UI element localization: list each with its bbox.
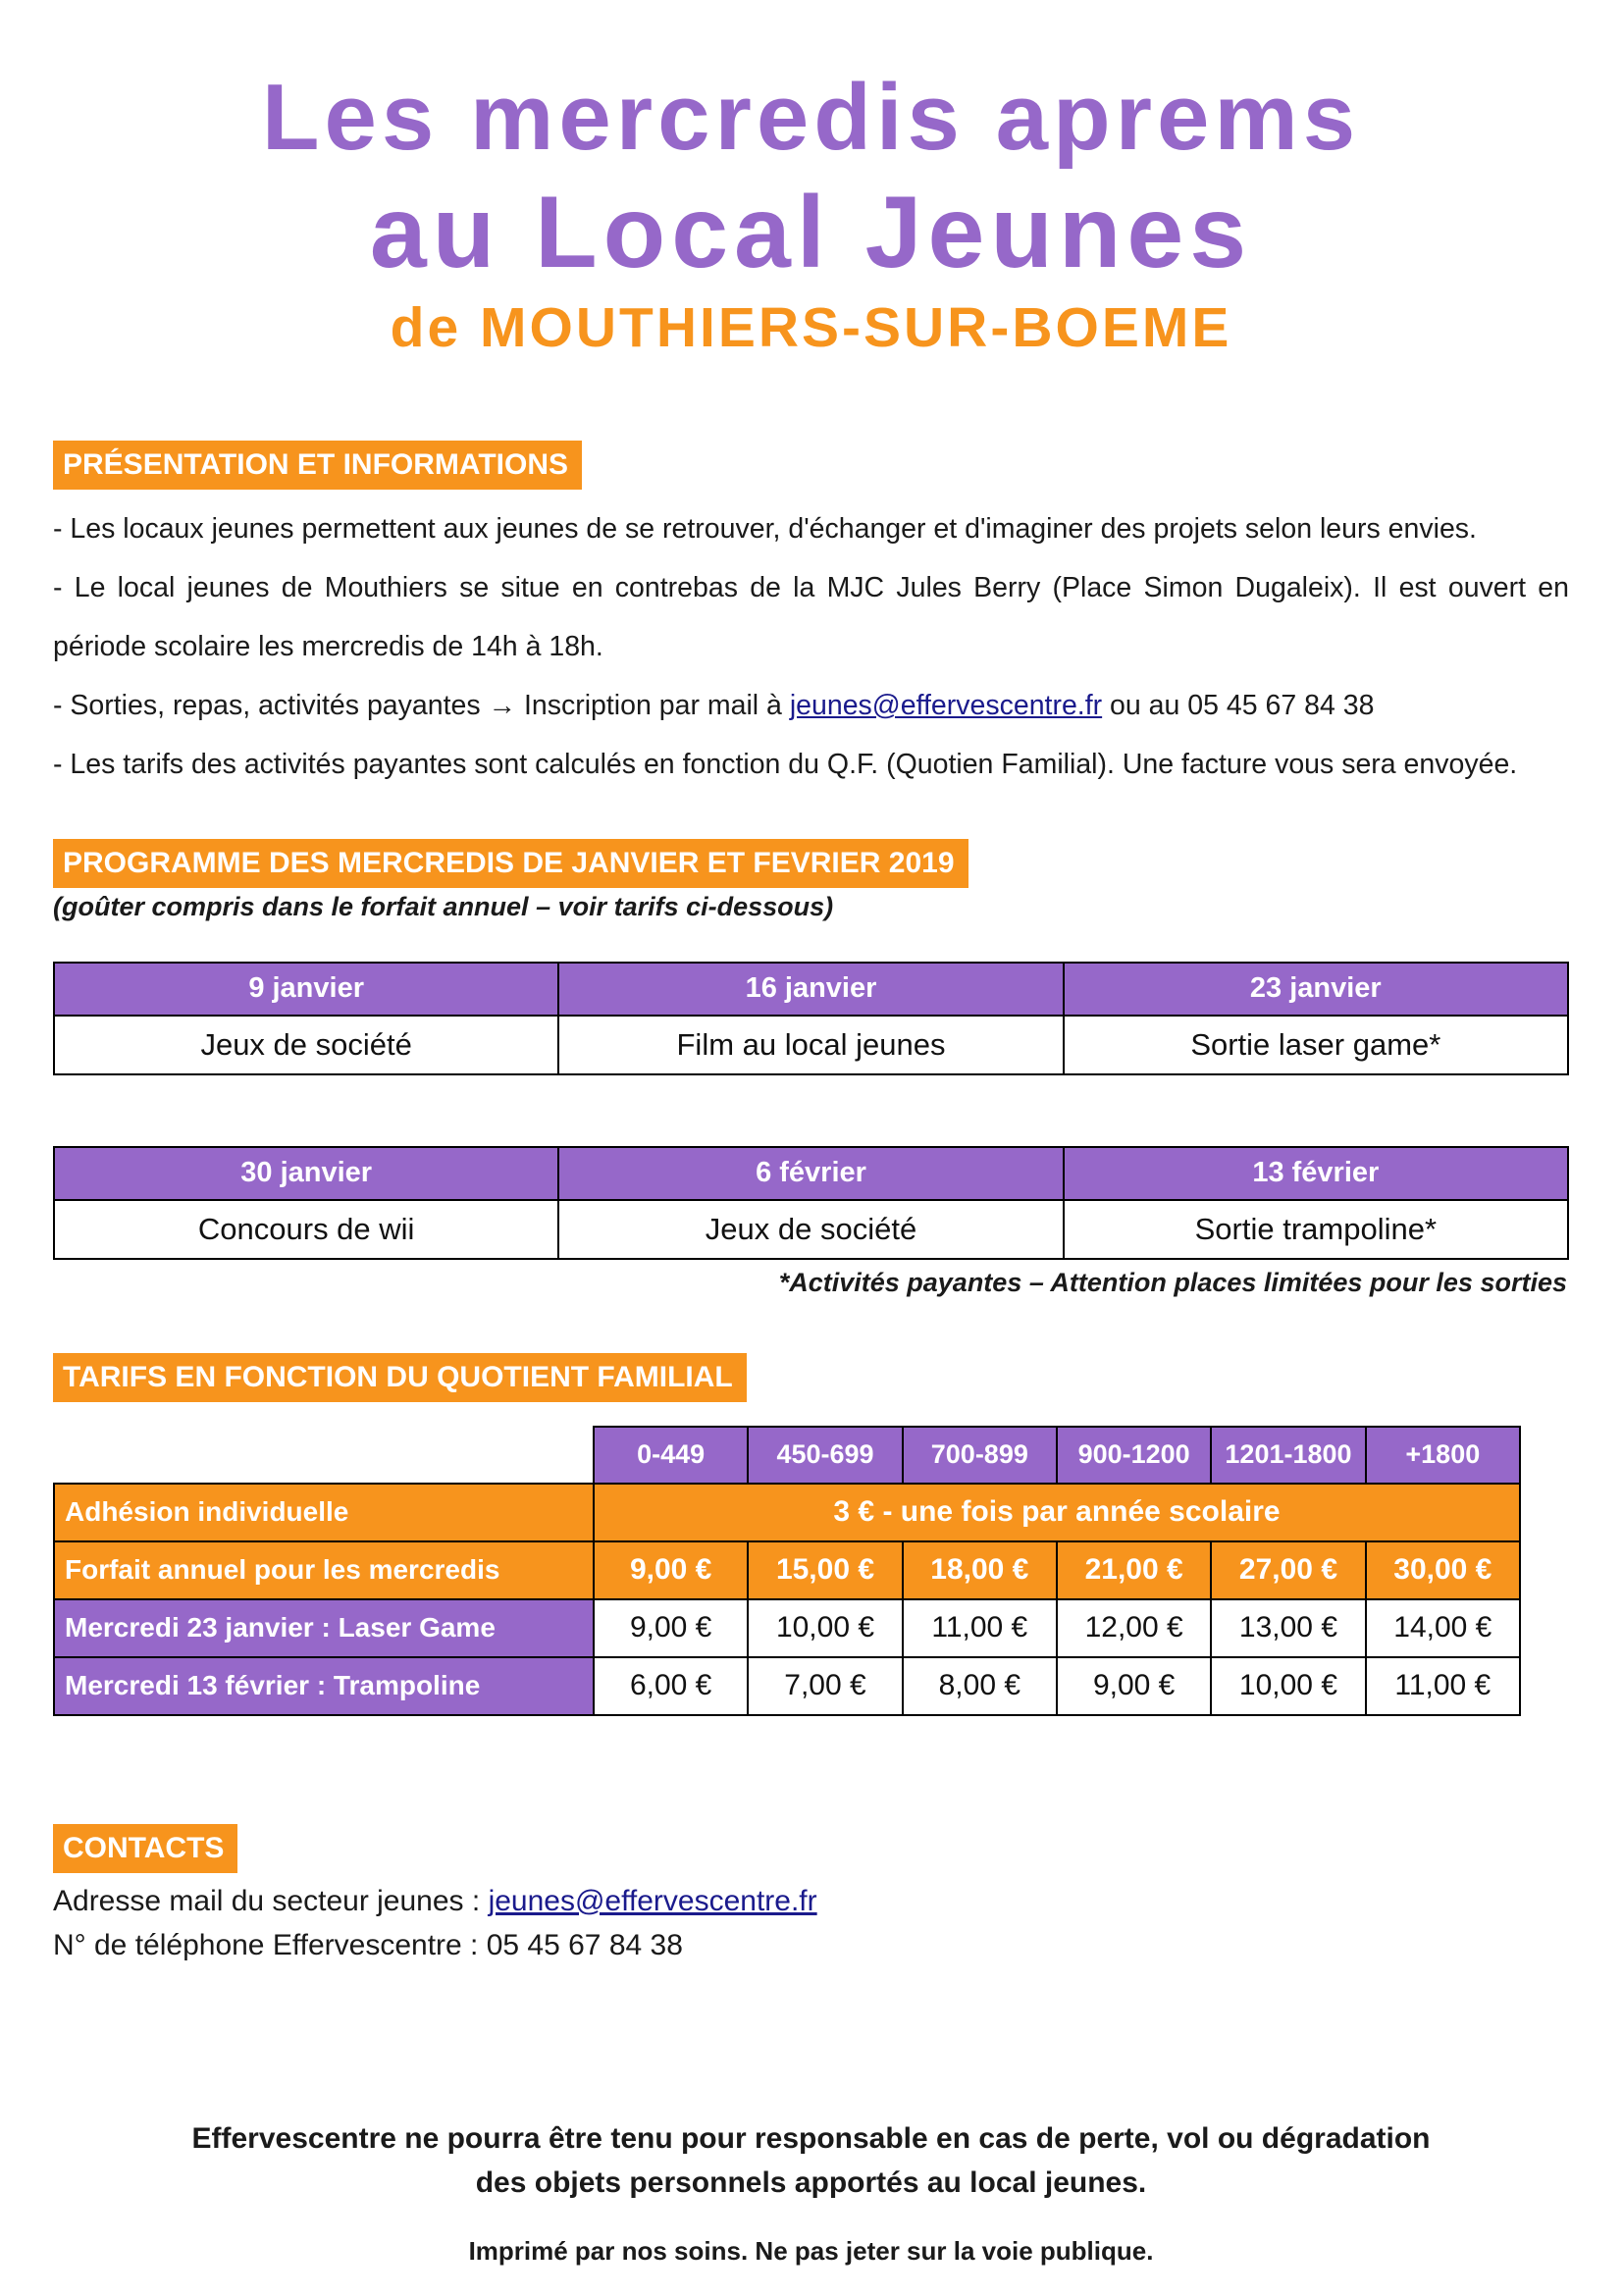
program-table-1-header-row (54, 963, 1568, 1016)
programme-section (53, 839, 1569, 1298)
activity-cell: Film au local jeunes (558, 1016, 1063, 1074)
table-corner-spacer (54, 1427, 594, 1484)
program-table-2-activity-row (54, 1200, 1568, 1259)
date-header-cell: 13 février (1064, 1147, 1568, 1200)
title-city: MOUTHIERS-SUR-BOEME (480, 295, 1232, 359)
tarifs-table (53, 1426, 1521, 1716)
tarifs-section (53, 1353, 1569, 1716)
qf-range-header: 1201-1800 (1211, 1427, 1365, 1484)
qf-header-row (54, 1427, 1520, 1484)
qf-range-header: 0-449 (594, 1427, 748, 1484)
tarif-value-cell: 10,00 € (1211, 1657, 1365, 1715)
tarif-value-cell: 9,00 € (1057, 1657, 1211, 1715)
tarif-value-cell: 27,00 € (1211, 1541, 1365, 1599)
tarif-row-label-adhesion: Adhésion individuelle (54, 1484, 594, 1541)
inscription-text-post: ou au 05 45 67 84 38 (1102, 689, 1375, 721)
disclaimer-line-1: Effervescentre ne pourra être tenu pour responsable en cas de perte, vol ou dégradation (191, 2121, 1431, 2155)
contacts-section (53, 1824, 1569, 1967)
print-note: Imprimé par nos soins. Ne pas jeter sur la voie publique. (468, 2235, 1154, 2266)
activity-cell: Jeux de société (54, 1016, 558, 1074)
tarif-value-cell: 14,00 € (1366, 1599, 1520, 1657)
adhesion-value-cell: 3 € - une fois par année scolaire (594, 1484, 1520, 1541)
tarifs-heading: TARIFS EN FONCTION DU QUOTIENT FAMILIAL (53, 1353, 747, 1402)
disclaimer-line-2: des objets personnels apportés au local jeunes. (475, 2166, 1147, 2199)
title-de-prefix: de (390, 295, 481, 359)
contact-lines (53, 1879, 1569, 1967)
qf-range-header: +1800 (1366, 1427, 1520, 1484)
presentation-bullets (53, 499, 1569, 794)
contact-email-line (53, 1879, 1569, 1923)
contact-email-label: Adresse mail du secteur jeunes : (53, 1884, 489, 1917)
tarif-value-cell: 18,00 € (903, 1541, 1057, 1599)
title-block (53, 57, 1569, 366)
date-header-cell: 16 janvier (558, 963, 1063, 1016)
program-table-1-activity-row (54, 1016, 1568, 1074)
qf-range-header: 700-899 (903, 1427, 1057, 1484)
date-header-cell: 9 janvier (54, 963, 558, 1016)
paid-activities-note: *Activités payantes – Attention places limitées pour les sorties (778, 1267, 1567, 1297)
forfait-row (54, 1541, 1520, 1599)
activity-cell: Jeux de société (558, 1200, 1063, 1259)
tarif-value-cell: 9,00 € (594, 1599, 748, 1657)
inscription-text-pre: - Sorties, repas, activités payantes → Inscription par mail à (53, 689, 790, 721)
footer (53, 2116, 1569, 2267)
presentation-bullet-lieu: - Le local jeunes de Mouthiers se situe en contrebas de la MJC Jules Berry (Place Simon Dugaleix). Il est ouvert en période scolaire les mercredis de 14h à 18h. (53, 571, 1569, 662)
contact-email-link[interactable]: jeunes@effervescentre.fr (488, 1884, 817, 1917)
trampoline-row (54, 1657, 1520, 1715)
activity-cell: Sortie laser game* (1064, 1016, 1568, 1074)
adhesion-row (54, 1484, 1520, 1541)
tarif-value-cell: 7,00 € (748, 1657, 902, 1715)
qf-range-header: 900-1200 (1057, 1427, 1211, 1484)
date-header-cell: 30 janvier (54, 1147, 558, 1200)
tarif-value-cell: 30,00 € (1366, 1541, 1520, 1599)
contact-phone-line: N° de téléphone Effervescentre : 05 45 67 84 38 (53, 1928, 683, 1961)
tarif-value-cell: 10,00 € (748, 1599, 902, 1657)
program-table-2 (53, 1146, 1569, 1260)
laser-game-row (54, 1599, 1520, 1657)
tarif-value-cell: 11,00 € (1366, 1657, 1520, 1715)
programme-heading: PROGRAMME DES MERCREDIS DE JANVIER ET FEVRIER 2019 (53, 839, 968, 888)
tarif-value-cell: 11,00 € (903, 1599, 1057, 1657)
tarif-row-label-laser: Mercredi 23 janvier : Laser Game (54, 1599, 594, 1657)
disclaimer-text (53, 2116, 1569, 2205)
tarif-value-cell: 13,00 € (1211, 1599, 1365, 1657)
programme-subnote: (goûter compris dans le forfait annuel – voir tarifs ci-dessous) (53, 891, 834, 921)
tarif-row-label-forfait: Forfait annuel pour les mercredis (54, 1541, 594, 1599)
activity-cell: Sortie trampoline* (1064, 1200, 1568, 1259)
email-link[interactable]: jeunes@effervescentre.fr (789, 689, 1103, 721)
program-table-1 (53, 962, 1569, 1075)
presentation-bullet-tarifs: - Les tarifs des activités payantes sont calculés en fonction du Q.F. (Quotien Familial). Une facture vous sera envoyée. (53, 748, 1518, 780)
presentation-heading: PRÉSENTATION ET INFORMATIONS (53, 441, 582, 490)
date-header-cell: 23 janvier (1064, 963, 1568, 1016)
presentation-section (53, 441, 1569, 794)
title-line-1: Les mercredis aprems (261, 65, 1361, 170)
qf-range-header: 450-699 (748, 1427, 902, 1484)
tarif-value-cell: 8,00 € (903, 1657, 1057, 1715)
tarif-row-label-trampoline: Mercredi 13 février : Trampoline (54, 1657, 594, 1715)
presentation-bullet-inscription (53, 676, 1569, 735)
tarif-value-cell: 21,00 € (1057, 1541, 1211, 1599)
date-header-cell: 6 février (558, 1147, 1063, 1200)
activity-cell: Concours de wii (54, 1200, 558, 1259)
title-line-3 (53, 290, 1569, 366)
tarif-value-cell: 15,00 € (748, 1541, 902, 1599)
tarif-value-cell: 12,00 € (1057, 1599, 1211, 1657)
program-table-2-header-row (54, 1147, 1568, 1200)
presentation-bullet-locaux: - Les locaux jeunes permettent aux jeunes de se retrouver, d'échanger et d'imaginer des projets selon leurs envies. (53, 512, 1477, 545)
tarif-value-cell: 6,00 € (594, 1657, 748, 1715)
title-line-2: au Local Jeunes (369, 175, 1253, 289)
tarif-value-cell: 9,00 € (594, 1541, 748, 1599)
contacts-heading: CONTACTS (53, 1824, 237, 1873)
